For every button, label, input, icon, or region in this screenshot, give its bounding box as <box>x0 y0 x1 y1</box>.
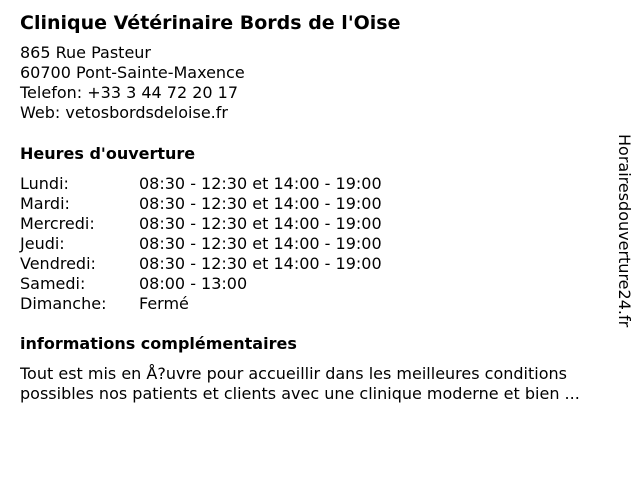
hours-day: Dimanche: <box>20 294 107 313</box>
hours-time: 08:00 - 13:00 <box>139 274 248 293</box>
hours-row-thursday <box>20 234 382 254</box>
hours-row-saturday <box>20 274 382 294</box>
hours-day: Jeudi: <box>20 234 65 253</box>
address-block <box>20 43 245 123</box>
hours-day: Mercredi: <box>20 214 95 233</box>
hours-row-wednesday <box>20 214 382 234</box>
hours-row-sunday <box>20 294 382 314</box>
hours-table <box>20 174 382 314</box>
hours-time: 08:30 - 12:30 et 14:00 - 19:00 <box>139 214 382 233</box>
address-city: 60700 Pont-Sainte-Maxence <box>20 63 245 82</box>
hours-day: Vendredi: <box>20 254 96 273</box>
hours-day: Samedi: <box>20 274 86 293</box>
site-watermark: Horairesdouverture24.fr <box>615 134 634 328</box>
address-phone: Telefon: +33 3 44 72 20 17 <box>20 83 239 102</box>
address-street: 865 Rue Pasteur <box>20 43 151 62</box>
hours-time: 08:30 - 12:30 et 14:00 - 19:00 <box>139 194 382 213</box>
hours-time: 08:30 - 12:30 et 14:00 - 19:00 <box>139 234 382 253</box>
hours-time: Fermé <box>139 294 189 313</box>
hours-day: Mardi: <box>20 194 70 213</box>
hours-day: Lundi: <box>20 174 69 193</box>
hours-row-friday <box>20 254 382 274</box>
info-description <box>20 364 632 404</box>
info-line: possibles nos patients et clients avec une clinique moderne et bien ... <box>20 384 580 403</box>
info-line: Tout est mis en Å?uvre pour accueillir dans les meilleures conditions <box>20 364 567 383</box>
hours-heading: Heures d'ouverture <box>20 144 196 163</box>
hours-row-monday <box>20 174 382 194</box>
info-heading: informations complémentaires <box>20 334 297 353</box>
hours-time: 08:30 - 12:30 et 14:00 - 19:00 <box>139 174 382 193</box>
hours-time: 08:30 - 12:30 et 14:00 - 19:00 <box>139 254 382 273</box>
page-title: Clinique Vétérinaire Bords de l'Oise <box>20 12 401 34</box>
hours-row-tuesday <box>20 194 382 214</box>
address-web: Web: vetosbordsdeloise.fr <box>20 103 228 122</box>
